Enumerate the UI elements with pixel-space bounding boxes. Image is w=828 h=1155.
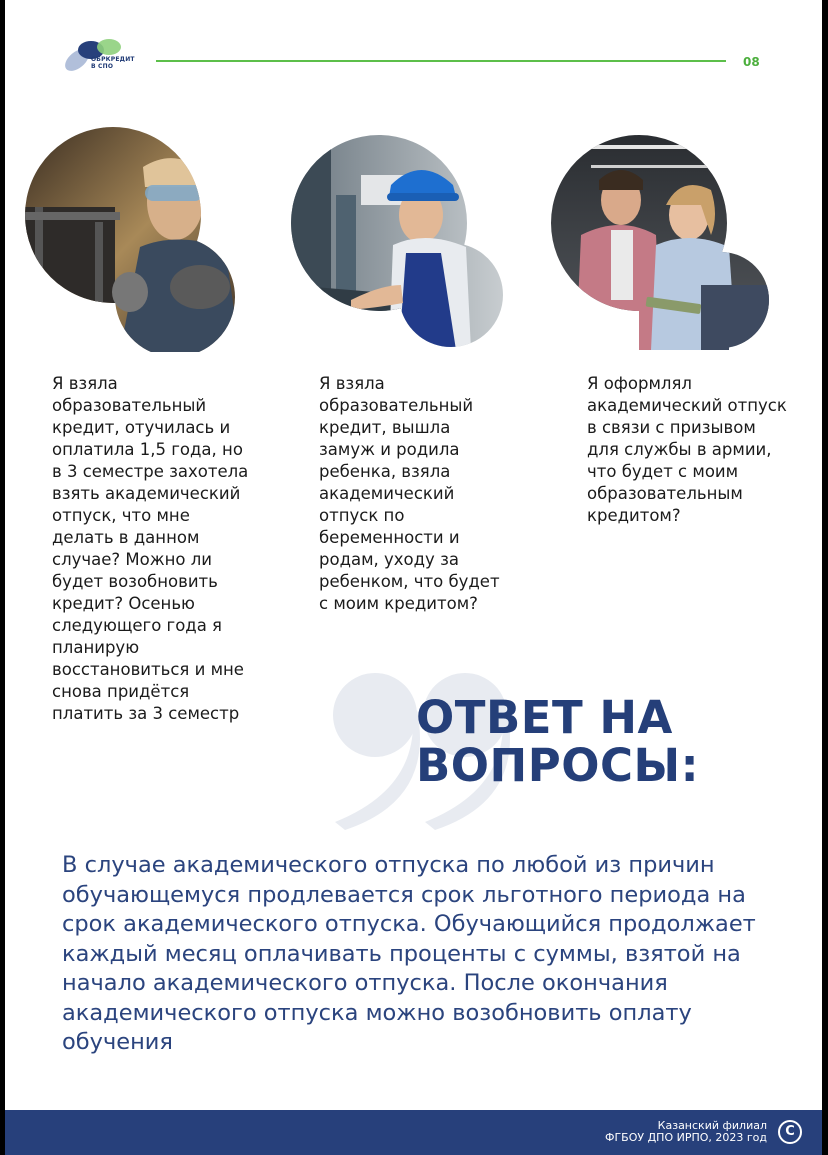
answer-title-line1: ОТВЕТ НА — [416, 691, 673, 744]
logo-text-line1: ОБРКРЕДИТ — [91, 56, 135, 63]
footer-text — [605, 1120, 767, 1144]
photo-engineer — [291, 135, 506, 350]
answer-title — [416, 691, 776, 792]
question-2: Я взяла образовательный кредит, вышла замуж и родила ребенка, взяла академический отпуск по беременности и родам, уходу за ребенком, что будет с моим кредитом? — [319, 374, 500, 613]
question-1: Я взяла образовательный кредит, отучилась и оплатила 1,5 года, но в 3 семестре захотела взять академический отпуск, что мне делать в данном случае? Можно ли будет возобновить кредит? Осенью следующего года я планирую восстановиться и мне снова придётся платить за 3 семестр — [52, 374, 249, 723]
footer — [5, 1110, 822, 1155]
photo-welder — [25, 127, 240, 352]
photo-students — [551, 135, 771, 350]
header-divider — [156, 60, 726, 62]
logo-text — [91, 56, 135, 70]
answer-text: В случае академического отпуска по любой из причин обучающемуся продлевается срок льготного периода на срок академического отпуска. Обучающийся продолжает каждый месяц оплачивать проценты с суммы, взятой на начало академического отпуска. После окончания академического отпуска можно возобновить оплату обучения — [62, 852, 756, 1055]
answer-title-line2: ВОПРОСЫ: — [416, 739, 700, 792]
question-3: Я оформлял академический отпуск в связи с призывом для службы в армии, что будет с моим образовательным кредитом? — [587, 374, 787, 525]
page-number: 08 — [743, 55, 760, 69]
logo-text-line2: В СПО — [91, 63, 114, 70]
page — [5, 0, 822, 1155]
footer-line2: ФГБОУ ДПО ИРПО, 2023 год — [605, 1131, 767, 1144]
copyright-icon: C — [778, 1120, 802, 1144]
logo — [61, 36, 141, 78]
footer-line1: Казанский филиал — [657, 1119, 767, 1132]
